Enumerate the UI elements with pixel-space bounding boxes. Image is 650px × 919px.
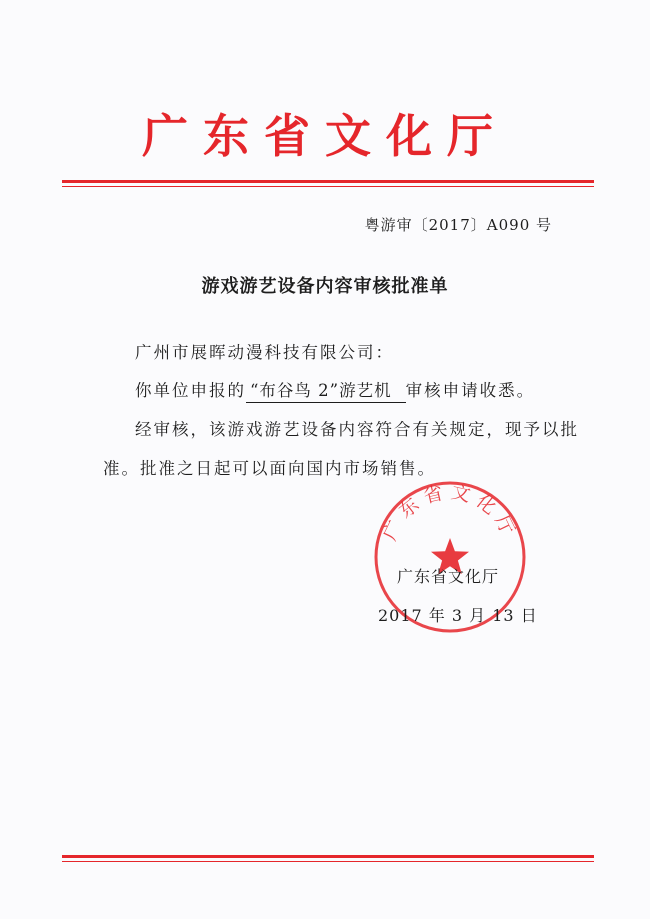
addressee: 广州市展晖动漫科技有限公司： [135,343,394,362]
paragraph-application [135,377,535,403]
footer-red-rule-thin [62,861,594,862]
document-number: 粤游审〔2017〕A090 号 [364,216,552,234]
footer-red-rule-thick [62,855,594,858]
signature-date: 2017 年 3 月 13 日 [378,606,538,625]
paragraph-approval-line-2: 准。批准之日起可以面向国内市场销售。 [103,459,436,478]
paragraph-application-suffix: 审核申请收悉。 [405,381,536,400]
header-red-rule-thick [62,180,594,183]
header-red-rule-thin [62,186,594,187]
signature-organization: 广东省文化厅 [397,567,500,586]
document-title: 游戏游艺设备内容审核批准单 [201,276,449,297]
product-name: “布谷鸟 2”游艺机 [246,377,406,403]
issuing-organization-title: 广东省文化厅 [142,109,508,163]
paragraph-application-prefix: 你单位申报的 [135,381,246,400]
seal-text: 广东省文化厅 [378,480,522,544]
paragraph-approval-line-1: 经审核，该游戏游艺设备内容符合有关规定，现予以批 [135,420,579,439]
